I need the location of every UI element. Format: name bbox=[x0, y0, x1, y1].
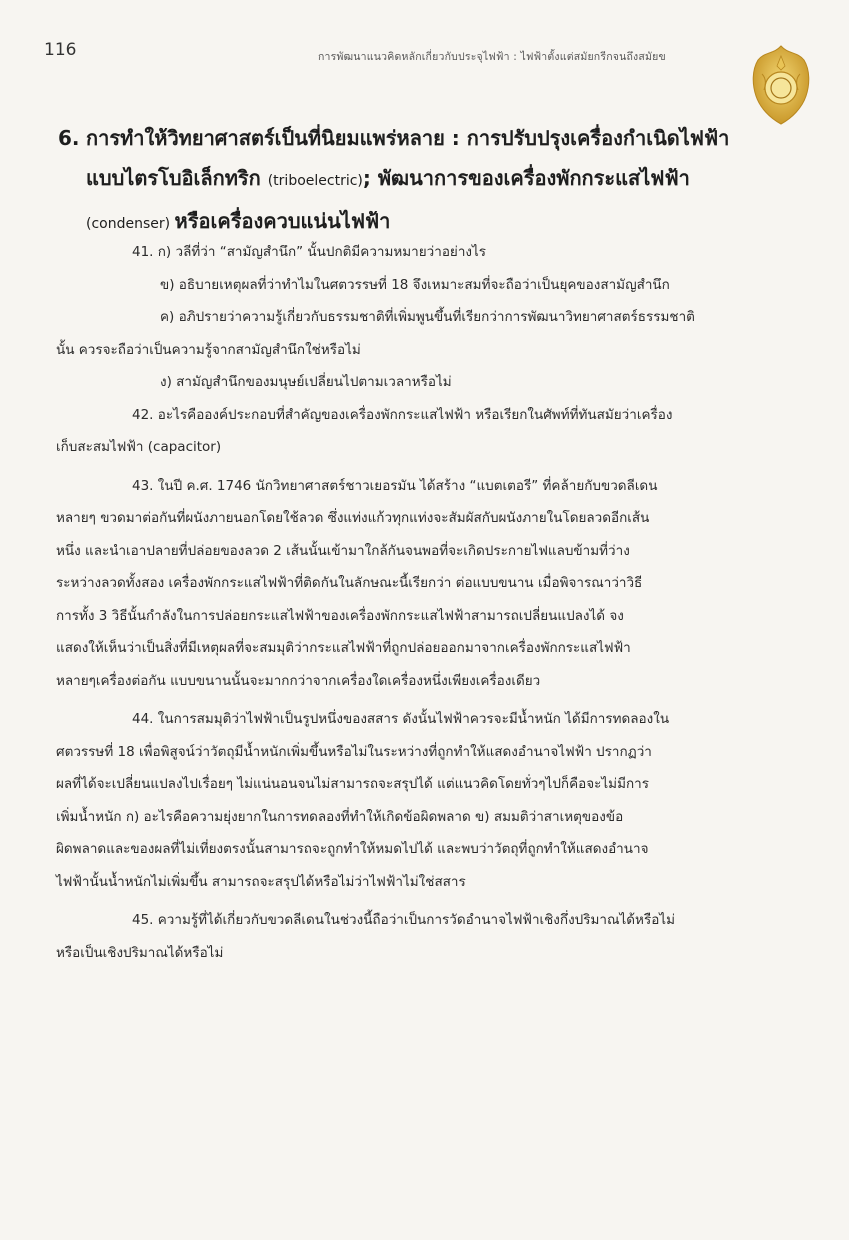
question-42-line-1: 42. อะไรคือองค์ประกอบที่สำคัญของเครื่องพักกระแสไฟฟ้า หรือเรียกในศัพท์ที่ทันสมัยว่าเครื่อง bbox=[132, 406, 673, 423]
question-43-line-2: หลายๆ ขวดมาต่อกันที่ผนังภายนอกโดยใช้ลวด ซึ่งแท่งแก้วทุกแท่งจะสัมผัสกับผนังภายในโดยลวดอีกเส้น bbox=[56, 510, 650, 526]
question-43-line-5: การทั้ง 3 วิธีนั้นกำลังในการปล่อยกระแสไฟฟ้าของเครื่องพักกระแสไฟฟ้าสามารถเปลี่ยนแปลงได้ จง bbox=[56, 607, 624, 624]
running-header: การพัฒนาแนวคิดหลักเกี่ยวกับประจุไฟฟ้า : ไฟฟ้าตั้งแต่สมัยกรีกจนถึงสมัยข bbox=[318, 51, 666, 63]
question-43-line-7: หลายๆเครื่องต่อกัน แบบขนานนั้นจะมากกว่าจากเครื่องใดเครื่องหนึ่งเพียงเครื่องเดียว bbox=[56, 672, 541, 689]
page-number: 116 bbox=[44, 40, 77, 60]
exercise-questions bbox=[56, 236, 804, 969]
question-44-line-1: 44. ในการสมมุติว่าไฟฟ้าเป็นรูปหนึ่งของสสาร ดังนั้นไฟฟ้าควรจะมีน้ำหนัก ได้มีการทดลองใน bbox=[132, 711, 670, 727]
section-title-line-2b: ; พัฒนาการของเครื่องพักกระแสไฟฟ้า bbox=[362, 166, 690, 190]
section-title-line-1: การทำให้วิทยาศาสตร์เป็นที่นิยมแพร่หลาย : การปรับปรุงเครื่องกำเนิดไฟฟ้า bbox=[86, 126, 730, 150]
section-heading bbox=[58, 118, 798, 244]
question-45-line-1: 45. ความรู้ที่ได้เกี่ยวกับขวดลีเดนในช่วงนี้ถือว่าเป็นการวัดอำนาจไฟฟ้าเชิงกึ่งปริมาณได้หรือไม่ bbox=[132, 912, 675, 928]
question-43-line-6: แสดงให้เห็นว่าเป็นสิ่งที่มีเหตุผลที่จะสมมุติว่ากระแสไฟฟ้าที่ถูกปล่อยออกมาจากเครื่องพักกระแสไฟฟ้า bbox=[56, 640, 631, 656]
question-43-line-1: 43. ในปี ค.ศ. 1746 นักวิทยาศาสตร์ชาวเยอรมัน ได้สร้าง “แบตเตอรี” ที่คล้ายกับขวดลีเดน bbox=[132, 477, 658, 494]
question-44-line-4: เพิ่มน้ำหนัก ก) อะไรคือความยุ่งยากในการทดลองที่ทำให้เกิดข้อผิดพลาด ข) สมมติว่าสาเหตุของข้อ bbox=[56, 808, 624, 825]
university-seal-icon bbox=[748, 44, 814, 126]
question-43-line-4: ระหว่างลวดทั้งสอง เครื่องพักกระแสไฟฟ้าที่ติดกันในลักษณะนี้เรียกว่า ต่อแบบขนาน เมื่อพิจารณาว่าวิธี bbox=[56, 575, 643, 591]
question-41-d: ง) สามัญสำนึกของมนุษย์เปลี่ยนไปตามเวลาหรือไม่ bbox=[160, 374, 452, 390]
section-title-line-3: หรือเครื่องควบแน่นไฟฟ้า bbox=[174, 209, 391, 233]
section-title-term-condenser: (condenser) bbox=[86, 216, 175, 232]
question-42-line-2: เก็บสะสมไฟฟ้า (capacitor) bbox=[56, 439, 222, 455]
section-title-line-2a: แบบไตรโบอิเล็กทริก bbox=[86, 166, 268, 190]
question-44-line-3: ผลที่ได้จะเปลี่ยนแปลงไปเรื่อยๆ ไม่แน่นอนจนไม่สามารถจะสรุปได้ แต่แนวคิดโดยทั่วๆไปก็คือจะไม่มีการ bbox=[56, 776, 649, 792]
section-number: 6. bbox=[58, 126, 80, 150]
question-41-c-line-1: ค) อภิปรายว่าความรู้เกี่ยวกับธรรมชาติที่เพิ่มพูนขึ้นที่เรียกว่าการพัฒนาวิทยาศาสตร์ธรรมชาติ bbox=[160, 309, 695, 325]
question-44-line-2: ศตวรรษที่ 18 เพื่อพิสูจน์ว่าวัตถุมีน้ำหนักเพิ่มขึ้นหรือไม่ในระหว่างที่ถูกทำให้แสดงอำนาจไฟฟ้า ปรากฏว่า bbox=[56, 743, 652, 760]
question-41-b: ข) อธิบายเหตุผลที่ว่าทำไมในศตวรรษที่ 18 จึงเหมาะสมที่จะถือว่าเป็นยุคของสามัญสำนึก bbox=[160, 276, 670, 293]
question-45-line-2: หรือเป็นเชิงปริมาณได้หรือไม่ bbox=[56, 944, 224, 961]
question-41-a: 41. ก) วลีที่ว่า “สามัญสำนึก” นั้นปกติมีความหมายว่าอย่างไร bbox=[132, 244, 487, 260]
section-title-term-triboelectric: (triboelectric) bbox=[267, 173, 363, 189]
question-43-line-3: หนึ่ง และนำเอาปลายที่ปล่อยของลวด 2 เส้นนั้นเข้ามาใกล้กันจนพอที่จะเกิดประกายไฟแลบข้ามที่ว่าง bbox=[56, 542, 630, 559]
question-44-line-6: ไฟฟ้านั้นน้ำหนักไม่เพิ่มขึ้น สามารถจะสรุปได้หรือไม่ว่าไฟฟ้าไม่ใช่สสาร bbox=[56, 873, 466, 890]
question-44-line-5: ผิดพลาดและของผลที่ไม่เที่ยงตรงนั้นสามารถจะถูกทำให้หมดไปได้ และพบว่าวัตถุที่ถูกทำให้แสดงอำนาจ bbox=[56, 841, 649, 857]
question-41-c-line-2: นั้น ควรจะถือว่าเป็นความรู้จากสามัญสำนึกใช่หรือไม่ bbox=[56, 341, 361, 358]
